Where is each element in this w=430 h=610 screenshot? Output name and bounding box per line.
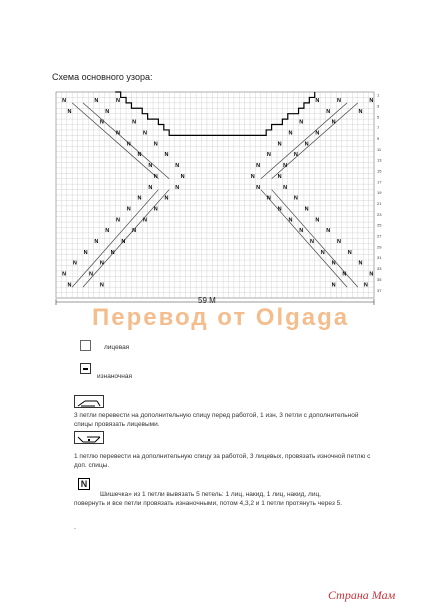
- bobble-cell: N: [137, 195, 142, 202]
- bobble-cell: N: [266, 195, 271, 202]
- trailing-mark: .: [74, 524, 76, 531]
- bobble-cell: N: [121, 238, 126, 245]
- row-number: 7: [377, 125, 380, 131]
- bobble-cell: N: [250, 173, 255, 180]
- row-number: 23: [377, 211, 382, 217]
- bobble-cell: N: [126, 141, 131, 148]
- bobble-cell: N: [126, 206, 131, 213]
- bobble-cell: N: [336, 98, 341, 105]
- bobble-cell: N: [369, 271, 374, 278]
- bobble-cell: N: [164, 195, 169, 202]
- bobble-cell: N: [62, 271, 67, 278]
- row-number: 29: [377, 244, 382, 250]
- bobble-cell: N: [315, 217, 320, 224]
- bobble-cell: N: [132, 228, 137, 235]
- row-number: 11: [377, 146, 382, 152]
- bobble-cell: N: [288, 130, 293, 137]
- bobble-cell: N: [304, 141, 309, 148]
- knit-stitch-icon: [80, 340, 91, 351]
- row-number: 9: [377, 135, 380, 141]
- row-number: 19: [377, 190, 382, 196]
- purl-stitch-label: изнаночная: [97, 373, 132, 380]
- bobble-cell: N: [132, 119, 137, 126]
- chart-title: Схема основного узора:: [52, 72, 153, 82]
- knit-stitch-label: лицевая: [104, 344, 130, 351]
- bobble-cell: N: [164, 152, 169, 159]
- bobble-cell: N: [326, 108, 331, 115]
- bobble-cell: N: [315, 98, 320, 105]
- purl-stitch-icon: [80, 363, 91, 374]
- row-number: 27: [377, 233, 382, 239]
- bobble-cell: N: [148, 184, 153, 191]
- row-number: 15: [377, 168, 382, 174]
- row-number: 3: [377, 103, 380, 109]
- cable-back-description: 1 петлю перевести на дополнительную спицу за работой, 3 лицевых, провязать изночной петлю с доп. спицы.: [74, 453, 371, 469]
- bobble-cell: N: [142, 130, 147, 137]
- bobble-cell: N: [94, 238, 99, 245]
- cable-front-icon: [74, 395, 104, 408]
- bobble-cell: N: [148, 163, 153, 170]
- bobble-text-first-line: Шишечка» из 1 петли вывязать 5 петель: 1 лиц, накид, 1 лиц, накид, лиц,: [100, 491, 321, 498]
- bobble-cell: N: [336, 238, 341, 245]
- bobble-cell: N: [277, 173, 282, 180]
- translator-watermark: Перевод от Olgaga: [92, 304, 350, 331]
- bobble-cell: N: [83, 249, 88, 256]
- row-number: 5: [377, 114, 380, 120]
- bobble-cell: N: [142, 217, 147, 224]
- bobble-cell: N: [277, 206, 282, 213]
- bobble-stitch-description: [74, 490, 374, 508]
- bobble-cell: N: [310, 238, 315, 245]
- bobble-cell: N: [283, 184, 288, 191]
- bobble-cell: N: [266, 152, 271, 159]
- bobble-cell: N: [115, 130, 120, 137]
- bobble-cell: N: [331, 260, 336, 267]
- row-number: 31: [377, 255, 382, 261]
- bobble-cell: N: [299, 119, 304, 126]
- bobble-cell: N: [175, 184, 180, 191]
- row-number: 33: [377, 266, 382, 272]
- bobble-cell: N: [99, 260, 104, 267]
- pattern-chart: [46, 88, 386, 316]
- bobble-cell: N: [110, 249, 115, 256]
- row-number: 1: [377, 92, 380, 98]
- bobble-cell: N: [105, 108, 110, 115]
- bobble-cell: N: [342, 271, 347, 278]
- bobble-cell: N: [358, 260, 363, 267]
- bobble-cell: N: [67, 108, 72, 115]
- bobble-cell: N: [115, 98, 120, 105]
- bobble-cell: N: [67, 282, 72, 289]
- bobble-cell: N: [72, 260, 77, 267]
- bobble-cell: N: [293, 152, 298, 159]
- bobble-cell: N: [293, 195, 298, 202]
- bobble-cell: N: [256, 163, 261, 170]
- stitch-count-label: 59 М: [198, 296, 216, 305]
- bobble-cell: N: [62, 98, 67, 105]
- bobble-cell: N: [115, 217, 120, 224]
- bobble-cell: N: [288, 217, 293, 224]
- row-number: 25: [377, 222, 382, 228]
- bobble-cell: N: [320, 249, 325, 256]
- pattern-chart-svg: [46, 88, 386, 316]
- bobble-text-rest: повернуть и все петли провязать изнаночными, потом 4,3,2 и 1 петли протянуть через 5.: [74, 500, 343, 507]
- site-logo: Страна Мам: [328, 588, 396, 602]
- row-number: 37: [377, 287, 382, 293]
- bobble-cell: N: [180, 173, 185, 180]
- bobble-cell: N: [326, 228, 331, 235]
- row-number: 13: [377, 157, 382, 163]
- bobble-cell: N: [363, 282, 368, 289]
- bobble-cell: N: [99, 119, 104, 126]
- bobble-cell: N: [315, 130, 320, 137]
- bobble-cell: N: [299, 228, 304, 235]
- bobble-cell: N: [99, 282, 104, 289]
- bobble-cell: N: [256, 184, 261, 191]
- bobble-cell: N: [94, 98, 99, 105]
- row-number: 35: [377, 276, 382, 282]
- bobble-cell: N: [153, 141, 158, 148]
- bobble-cell: N: [137, 152, 142, 159]
- bobble-cell: N: [304, 206, 309, 213]
- bobble-cell: N: [277, 141, 282, 148]
- bobble-cell: N: [153, 173, 158, 180]
- bobble-cell: N: [331, 119, 336, 126]
- bobble-cell: N: [175, 163, 180, 170]
- row-number: 21: [377, 201, 382, 207]
- cable-front-description: 3 петли перевести на дополнительную спицу перед работой, 1 изн, 3 петли с дополнительной спицы провязать лицевыми.: [74, 412, 359, 428]
- cable-back-icon: [74, 431, 104, 444]
- bobble-cell: N: [369, 98, 374, 105]
- bobble-cell: N: [358, 108, 363, 115]
- bobble-stitch-icon: N: [78, 478, 90, 490]
- bobble-cell: N: [331, 282, 336, 289]
- bobble-cell: N: [347, 249, 352, 256]
- bobble-cell: N: [105, 228, 110, 235]
- bobble-cell: N: [89, 271, 94, 278]
- bobble-cell: N: [283, 163, 288, 170]
- bobble-cell: N: [153, 206, 158, 213]
- row-number: 17: [377, 179, 382, 185]
